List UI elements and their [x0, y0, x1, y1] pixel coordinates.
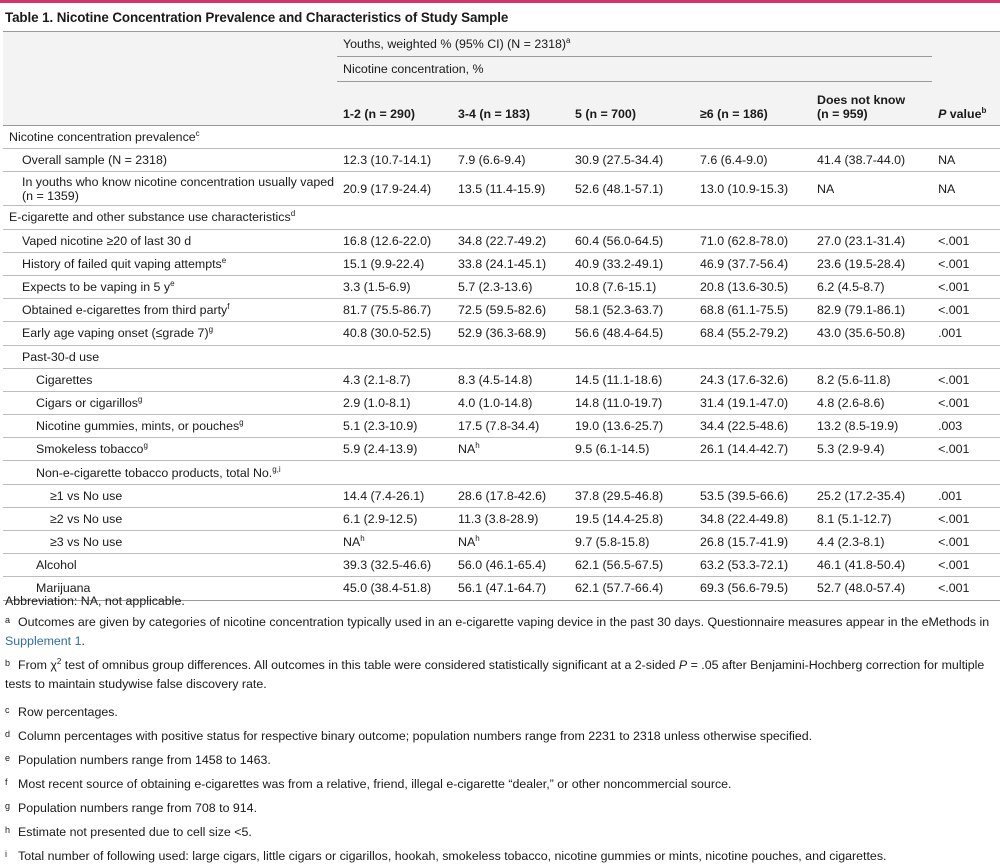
footnote-mark: a: [5, 615, 11, 625]
footnote-marker: f: [227, 302, 230, 312]
row-label: [3, 172, 337, 206]
footnote-mark: c: [5, 705, 10, 715]
row-label: [3, 461, 337, 484]
table-cell: <.001: [932, 507, 1000, 530]
table-cell: 16.8 (12.6-22.0): [337, 229, 452, 252]
table-cell: [694, 126, 811, 149]
row-label: [3, 554, 337, 577]
table-cell: 23.6 (19.5-28.4): [811, 252, 932, 275]
table-cell: <.001: [932, 275, 1000, 298]
table-cell: [337, 461, 452, 484]
row-label: [3, 275, 337, 298]
table-cell: 5.1 (2.3-10.9): [337, 415, 452, 438]
table-row: [3, 554, 1000, 577]
column-header-pvalue: P value$^b$: [932, 82, 1000, 126]
table-row: [3, 229, 1000, 252]
row-label-text: Vaped nicotine ≥20 of last 30 d: [22, 233, 192, 248]
abbreviation-note: Abbreviation: NA, not applicable.: [5, 594, 185, 608]
table-cell: 14.4 (7.4-26.1): [337, 484, 452, 507]
table-cell: 56.6 (48.4-64.5): [569, 322, 694, 345]
table-cell: [932, 345, 1000, 368]
table-cell: 52.9 (36.3-68.9): [452, 322, 569, 345]
table-cell: <.001: [932, 252, 1000, 275]
table-cell: 4.3 (2.1-8.7): [337, 368, 452, 391]
table-cell: 68.4 (55.2-79.2): [694, 322, 811, 345]
footnote-marker: g: [143, 441, 148, 451]
row-label-text: In youths who know nicotine concentration usually vaped (n = 1359): [22, 174, 335, 203]
table-cell: 5.9 (2.4-13.9): [337, 438, 452, 461]
table-cell: 6.1 (2.9-12.5): [337, 507, 452, 530]
table-cell: 46.9 (37.7-56.4): [694, 252, 811, 275]
table-cell: 7.6 (6.4-9.0): [694, 149, 811, 172]
table-cell: 39.3 (32.5-46.6): [337, 554, 452, 577]
row-label: [3, 345, 337, 368]
row-label-text: Past-30-d use: [22, 349, 100, 364]
table-cell: 24.3 (17.6-32.6): [694, 368, 811, 391]
table-cell: [569, 206, 694, 229]
table-cell: .003: [932, 415, 1000, 438]
table-cell: [811, 126, 932, 149]
column-header: ≥6 (n = 186): [694, 82, 811, 126]
table-cell: 9.5 (6.1-14.5): [569, 438, 694, 461]
table-cell: <.001: [932, 368, 1000, 391]
table-cell: 8.1 (5.1-12.7): [811, 507, 932, 530]
table-cell: [569, 461, 694, 484]
footnote-text: From $\chi^2$ test of omnibus group differences. All outcomes in this table were considered statistically significant at a 2-sided P = .05 after Benjamini-Hochberg correction for multiple tests to maintain studywise false discovery rate.: [5, 656, 985, 691]
row-label: [3, 531, 337, 554]
table-cell: 4.0 (1.0-14.8): [452, 391, 569, 414]
table-cell: 20.9 (17.9-24.4): [337, 172, 452, 206]
footnote-mark: h: [5, 825, 11, 835]
table-cell: <.001: [932, 554, 1000, 577]
footnote-text: Row percentages.: [18, 705, 118, 719]
table-row: [3, 149, 1000, 172]
table-cell: <.001: [932, 531, 1000, 554]
row-label-text: ≥2 vs No use: [50, 511, 123, 526]
column-header: 1-2 (n = 290): [337, 82, 452, 126]
table-cell: [337, 126, 452, 149]
footnote-mark: b: [5, 658, 11, 668]
table-cell: .001: [932, 484, 1000, 507]
row-label: [3, 322, 337, 345]
row-label: [3, 507, 337, 530]
table-cell: <.001: [932, 391, 1000, 414]
table-cell: 7.9 (6.6-9.4): [452, 149, 569, 172]
table-cell: [569, 126, 694, 149]
table-cell: 56.0 (46.1-65.4): [452, 554, 569, 577]
footnote-marker: g: [208, 325, 214, 335]
table-cell: 13.2 (8.5-19.9): [811, 415, 932, 438]
supplement-link[interactable]: Supplement 1: [5, 633, 82, 648]
table-cell: 62.1 (57.7-66.4): [569, 577, 694, 600]
row-label: [3, 391, 337, 414]
footnote-marker: g: [137, 394, 143, 404]
table-cell: 10.8 (7.6-15.1): [569, 275, 694, 298]
table-cell: 63.2 (53.3-72.1): [694, 554, 811, 577]
footnote-marker: d: [290, 209, 296, 219]
table-cell: 69.3 (56.6-79.5): [694, 577, 811, 600]
table-cell: <.001: [932, 299, 1000, 322]
table-cell: [337, 206, 452, 229]
table-cell: 41.4 (38.7-44.0): [811, 149, 932, 172]
footnote-mark: e: [5, 753, 11, 763]
table-row: [3, 299, 1000, 322]
data-table: [3, 31, 1000, 601]
table-cell: 82.9 (79.1-86.1): [811, 299, 932, 322]
row-label-text: Cigarettes: [36, 372, 93, 387]
table-cell: 5.7 (2.3-13.6): [452, 275, 569, 298]
table-cell: [452, 126, 569, 149]
footnote-mark: g: [5, 801, 11, 811]
table-row: [3, 345, 1000, 368]
row-label-text: Smokeless tobacco: [36, 442, 144, 457]
table-cell: 81.7 (75.5-86.7): [337, 299, 452, 322]
table-cell: 9.7 (5.8-15.8): [569, 531, 694, 554]
table-cell: [932, 461, 1000, 484]
row-label-text: ≥3 vs No use: [50, 535, 123, 550]
row-label-text: History of failed quit vaping attempts: [22, 256, 222, 271]
column-header-does-not-know: Does not know (n = 959): [811, 82, 932, 126]
row-label: [3, 126, 337, 149]
row-label-text: Overall sample (N = 2318): [22, 153, 167, 168]
table-row: [3, 415, 1000, 438]
footnote-b: [5, 656, 993, 693]
row-label-text: Marijuana: [36, 581, 91, 596]
table-cell: NA: [811, 172, 932, 206]
row-label-text: Nicotine concentration prevalence: [9, 130, 196, 145]
table-cell: [811, 345, 932, 368]
table-cell: 25.2 (17.2-35.4): [811, 484, 932, 507]
table-cell: 56.1 (47.1-64.7): [452, 577, 569, 600]
table-cell: 72.5 (59.5-82.6): [452, 299, 569, 322]
footnote-d: [5, 727, 993, 746]
table-cell: NA: [932, 172, 1000, 206]
footnote-mark: i: [5, 849, 7, 859]
footnote-a: [5, 613, 993, 650]
table-caption: Table 1. Nicotine Concentration Prevalence and Characteristics of Study Sample: [5, 10, 509, 25]
table-cell: [337, 345, 452, 368]
footnote-c: [5, 703, 993, 722]
table-cell: 40.9 (33.2-49.1): [569, 252, 694, 275]
table-cell: 5.3 (2.9-9.4): [811, 438, 932, 461]
table-cell: 19.5 (14.4-25.8): [569, 507, 694, 530]
row-label: [3, 229, 337, 252]
table-cell: 26.1 (14.4-42.7): [694, 438, 811, 461]
table-cell: 68.8 (61.1-75.5): [694, 299, 811, 322]
table-cell: <.001: [932, 229, 1000, 252]
table-cell: 8.3 (4.5-14.8): [452, 368, 569, 391]
table-cell: 14.8 (11.0-19.7): [569, 391, 694, 414]
table-cell: 71.0 (62.8-78.0): [694, 229, 811, 252]
table-cell: $NA^h$: [452, 438, 569, 461]
table-row: [3, 438, 1000, 461]
table-cell: 34.8 (22.7-49.2): [452, 229, 569, 252]
table-cell: 43.0 (35.6-50.8): [811, 322, 932, 345]
table-cell: [452, 206, 569, 229]
footnote-text: Estimate not presented due to cell size <5.: [18, 825, 252, 839]
table-cell: [811, 206, 932, 229]
top-accent-bar: [0, 0, 1000, 3]
row-label: [3, 368, 337, 391]
table-cell: [932, 126, 1000, 149]
table-cell: 34.8 (22.4-49.8): [694, 507, 811, 530]
table-row: [3, 391, 1000, 414]
header-blank: [932, 57, 1000, 82]
row-label: [3, 149, 337, 172]
table-cell: <.001: [932, 438, 1000, 461]
header-group: Youths, weighted % (95% CI) (N = 2318)$^a$: [337, 32, 932, 57]
table-cell: [569, 345, 694, 368]
table-cell: 17.5 (7.8-34.4): [452, 415, 569, 438]
table-row: [3, 252, 1000, 275]
table-row: [3, 368, 1000, 391]
table-cell: 37.8 (29.5-46.8): [569, 484, 694, 507]
row-label-text: Obtained e-cigarettes from third party: [22, 303, 228, 318]
table-cell: 28.6 (17.8-42.6): [452, 484, 569, 507]
footnote-text: Total number of following used: large cigars, little cigars or cigarillos, hookah, smokeless tobacco, nicotine gummies or mints, nicotine pouches, and cigarettes.: [18, 849, 887, 863]
row-label: [3, 299, 337, 322]
table-cell: [811, 461, 932, 484]
table-row: [3, 322, 1000, 345]
row-label: [3, 484, 337, 507]
row-label: [3, 252, 337, 275]
table-cell: 62.1 (56.5-67.5): [569, 554, 694, 577]
footnote-mark: f: [5, 777, 8, 787]
table-cell: 52.6 (48.1-57.1): [569, 172, 694, 206]
row-label: [3, 438, 337, 461]
table-cell: 19.0 (13.6-25.7): [569, 415, 694, 438]
header-blank: [3, 32, 337, 57]
table-cell: 6.2 (4.5-8.7): [811, 275, 932, 298]
column-header: 5 (n = 700): [569, 82, 694, 126]
footnote-g: [5, 799, 993, 818]
header-subgroup: Nicotine concentration, %: [337, 57, 932, 82]
row-label-text: E-cigarette and other substance use characteristics: [9, 210, 291, 225]
table-row: [3, 206, 1000, 229]
table-cell: 4.8 (2.6-8.6): [811, 391, 932, 414]
table-cell: 4.4 (2.3-8.1): [811, 531, 932, 554]
table-cell: 46.1 (41.8-50.4): [811, 554, 932, 577]
table-cell: 60.4 (56.0-64.5): [569, 229, 694, 252]
table-cell: 20.8 (13.6-30.5): [694, 275, 811, 298]
table-cell: 8.2 (5.6-11.8): [811, 368, 932, 391]
table-cell: NA: [932, 149, 1000, 172]
table-row: [3, 172, 1000, 206]
row-label-text: Non-e-cigarette tobacco products, total No.: [36, 465, 273, 480]
row-label-text: Alcohol: [36, 558, 77, 573]
column-header: 3-4 (n = 183): [452, 82, 569, 126]
header-row-columns: [3, 82, 1000, 126]
table-cell: 53.5 (39.5-66.6): [694, 484, 811, 507]
table-cell: 26.8 (15.7-41.9): [694, 531, 811, 554]
table-cell: [452, 345, 569, 368]
table-cell: [694, 345, 811, 368]
table-cell: 40.8 (30.0-52.5): [337, 322, 452, 345]
header-blank: [932, 32, 1000, 57]
footnote-text: Most recent source of obtaining e-cigarettes was from a relative, friend, illegal e-cigarette “dealer,” or other noncommercial source.: [18, 777, 732, 791]
row-label: [3, 206, 337, 229]
table-row: [3, 461, 1000, 484]
row-label-text: Early age vaping onset (≤grade 7): [22, 326, 209, 341]
footnote-mark: d: [5, 729, 11, 739]
table-cell: 30.9 (27.5-34.4): [569, 149, 694, 172]
table-cell: $NA^h$: [337, 531, 452, 554]
row-label-text: Expects to be vaping in 5 y: [22, 280, 171, 295]
table-row: [3, 126, 1000, 149]
footnote-marker: g: [239, 418, 244, 428]
footnote-h: [5, 823, 993, 842]
table-cell: 58.1 (52.3-63.7): [569, 299, 694, 322]
table-cell: [694, 206, 811, 229]
table-cell: 15.1 (9.9-22.4): [337, 252, 452, 275]
table-cell: 34.4 (22.5-48.6): [694, 415, 811, 438]
table-cell: 3.3 (1.5-6.9): [337, 275, 452, 298]
footnote-text: Population numbers range from 708 to 914.: [18, 801, 258, 815]
row-label: [3, 415, 337, 438]
table-cell: 14.5 (11.1-18.6): [569, 368, 694, 391]
table-row: [3, 275, 1000, 298]
header-blank: [3, 82, 337, 126]
footnote-i: [5, 847, 993, 865]
row-label-text: Cigars or cigarillos: [36, 395, 138, 410]
table-cell: 12.3 (10.7-14.1): [337, 149, 452, 172]
table-cell: 45.0 (38.4-51.8): [337, 577, 452, 600]
footnote-e: [5, 751, 993, 770]
table-cell: 27.0 (23.1-31.4): [811, 229, 932, 252]
footnote-marker: e: [221, 255, 227, 265]
row-label-text: ≥1 vs No use: [50, 488, 123, 503]
footnote-f: [5, 775, 993, 794]
table-row: [3, 484, 1000, 507]
footnote-marker: c: [195, 128, 200, 138]
table-row: [3, 507, 1000, 530]
table-cell: 31.4 (19.1-47.0): [694, 391, 811, 414]
table-cell: 2.9 (1.0-8.1): [337, 391, 452, 414]
table-cell: [694, 461, 811, 484]
table-cell: 13.0 (10.9-15.3): [694, 172, 811, 206]
header-row-subgroup: [3, 57, 1000, 82]
table-cell: 33.8 (24.1-45.1): [452, 252, 569, 275]
table-cell: [452, 461, 569, 484]
footnote-text: Outcomes are given by categories of nicotine concentration typically used in an e-cigarette vaping device in the past 30 days. Questionnaire measures appear in the eMethods in Supplement 1.: [5, 615, 990, 648]
header-blank: [3, 57, 337, 82]
footnote-marker: e: [170, 278, 175, 288]
header-row-group: [3, 32, 1000, 57]
table-cell: .001: [932, 322, 1000, 345]
table-row: [3, 531, 1000, 554]
table-cell: $NA^h$: [452, 531, 569, 554]
table-cell: 52.7 (48.0-57.4): [811, 577, 932, 600]
table-cell: <.001: [932, 577, 1000, 600]
table-cell: 11.3 (3.8-28.9): [452, 507, 569, 530]
row-label-text: Nicotine gummies, mints, or pouches: [36, 419, 240, 434]
footnote-text: Population numbers range from 1458 to 1463.: [18, 753, 271, 767]
table-cell: [932, 206, 1000, 229]
footnote-marker: g,i: [272, 464, 281, 474]
footnote-text: Column percentages with positive status for respective binary outcome; population numbers range from 2231 to 2318 unless otherwise specified.: [18, 729, 813, 743]
table-cell: 13.5 (11.4-15.9): [452, 172, 569, 206]
